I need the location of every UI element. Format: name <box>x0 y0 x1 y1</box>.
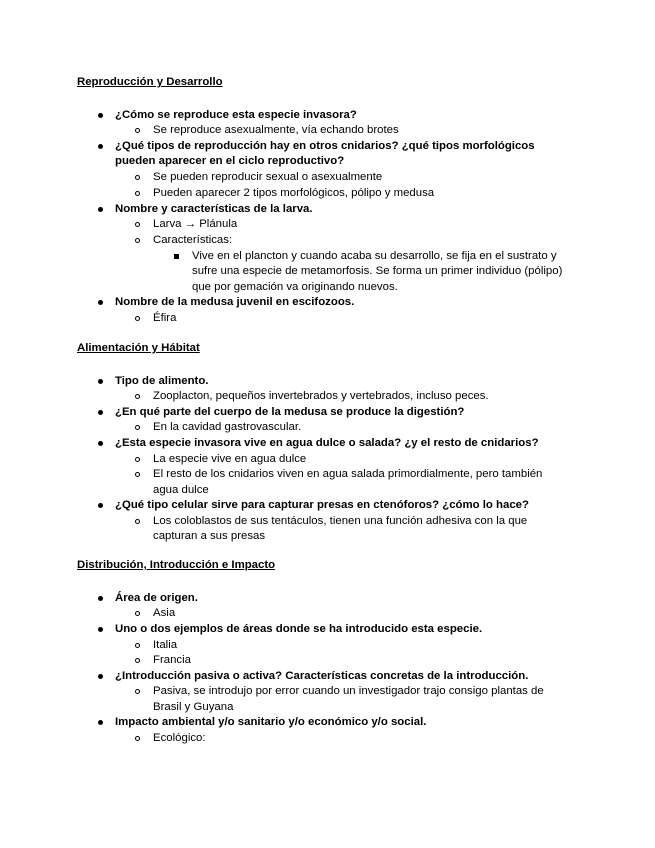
question: ¿Qué tipo celular sirve para capturar presas en ctenóforos? ¿cómo lo hace? <box>115 499 529 511</box>
bullet-circle <box>135 128 140 133</box>
answer: Se reproduce asexualmente, vía echando brotes <box>153 124 399 136</box>
bullet-circle <box>135 472 140 477</box>
section-heading-distribucion: Distribución, Introducción e Impacto <box>77 559 276 571</box>
question: ¿En qué parte del cuerpo de la medusa se produce la digestión? <box>115 406 465 418</box>
bullet-circle <box>135 222 140 227</box>
bullet-circle <box>135 316 140 321</box>
bullet-circle <box>135 689 140 694</box>
question: ¿Qué tipos de reproducción hay en otros cnidarios? ¿qué tipos morfológicos <box>115 140 535 152</box>
answer: La especie vive en agua dulce <box>153 453 307 465</box>
question-continuation: pueden aparecer en el ciclo reproductivo? <box>115 155 345 167</box>
bullet-circle <box>135 519 140 524</box>
sub-answer-continuation: sufre una especie de metamorfosis. Se forma un primer individuo (pólipo) <box>192 265 563 277</box>
bullet-square <box>174 254 179 259</box>
bullet-dot <box>98 300 103 305</box>
question: Nombre de la medusa juvenil en escifozoos. <box>115 296 355 308</box>
bullet-dot <box>98 207 103 212</box>
bullet-circle <box>135 238 140 243</box>
bullet-circle <box>135 658 140 663</box>
bullet-dot <box>98 503 103 508</box>
bullet-dot <box>98 627 103 632</box>
answer: Éfira <box>153 312 177 324</box>
sub-answer-continuation: que por gemación va originando nuevos. <box>192 281 398 293</box>
question: ¿Introducción pasiva o activa? Características concretas de la introducción. <box>115 670 529 682</box>
bullet-circle <box>135 736 140 741</box>
answer: Ecológico: <box>153 732 206 744</box>
section-heading-reproduccion: Reproducción y Desarrollo <box>77 76 223 88</box>
answer: Francia <box>153 654 191 666</box>
question: ¿Cómo se reproduce esta especie invasora? <box>115 109 357 121</box>
bullet-circle <box>135 425 140 430</box>
bullet-dot <box>98 674 103 679</box>
question: Tipo de alimento. <box>115 375 209 387</box>
bullet-dot <box>98 410 103 415</box>
answer-continuation: Brasil y Guyana <box>153 701 234 713</box>
bullet-dot <box>98 596 103 601</box>
bullet-dot <box>98 379 103 384</box>
bullet-circle <box>135 394 140 399</box>
answer: Italia <box>153 639 178 651</box>
answer-continuation: agua dulce <box>153 484 209 496</box>
bullet-dot <box>98 144 103 149</box>
answer: En la cavidad gastrovascular. <box>153 421 302 433</box>
answer: Larva → Plánula <box>153 218 238 230</box>
answer: Pasiva, se introdujo por error cuando un investigador trajo consigo plantas de <box>153 685 544 697</box>
bullet-dot <box>98 720 103 725</box>
bullet-circle <box>135 643 140 648</box>
answer: Asia <box>153 607 176 619</box>
answer-continuation: capturan a sus presas <box>153 530 266 542</box>
answer: Los coloblastos de sus tentáculos, tienen una función adhesiva con la que <box>153 515 528 527</box>
question: ¿Esta especie invasora vive en agua dulce o salada? ¿y el resto de cnidarios? <box>115 437 539 449</box>
question: Área de origen. <box>115 592 198 604</box>
section-heading-alimentacion: Alimentación y Hábitat <box>77 342 200 354</box>
bullet-circle <box>135 191 140 196</box>
sub-answer: Vive en el plancton y cuando acaba su desarrollo, se fija en el sustrato y <box>192 250 557 262</box>
answer: Zooplacton, pequeños invertebrados y vertebrados, incluso peces. <box>153 390 489 402</box>
bullet-circle <box>135 175 140 180</box>
bullet-dot <box>98 113 103 118</box>
question: Nombre y características de la larva. <box>115 203 313 215</box>
answer: Características: <box>153 234 233 246</box>
answer: Pueden aparecer 2 tipos morfológicos, pólipo y medusa <box>153 187 435 199</box>
bullet-circle <box>135 457 140 462</box>
bullet-dot <box>98 441 103 446</box>
answer: El resto de los cnidarios viven en agua salada primordialmente, pero también <box>153 468 543 480</box>
question: Uno o dos ejemplos de áreas donde se ha introducido esta especie. <box>115 623 483 635</box>
question: Impacto ambiental y/o sanitario y/o económico y/o social. <box>115 716 427 728</box>
bullet-circle <box>135 611 140 616</box>
answer: Se pueden reproducir sexual o asexualmente <box>153 171 383 183</box>
